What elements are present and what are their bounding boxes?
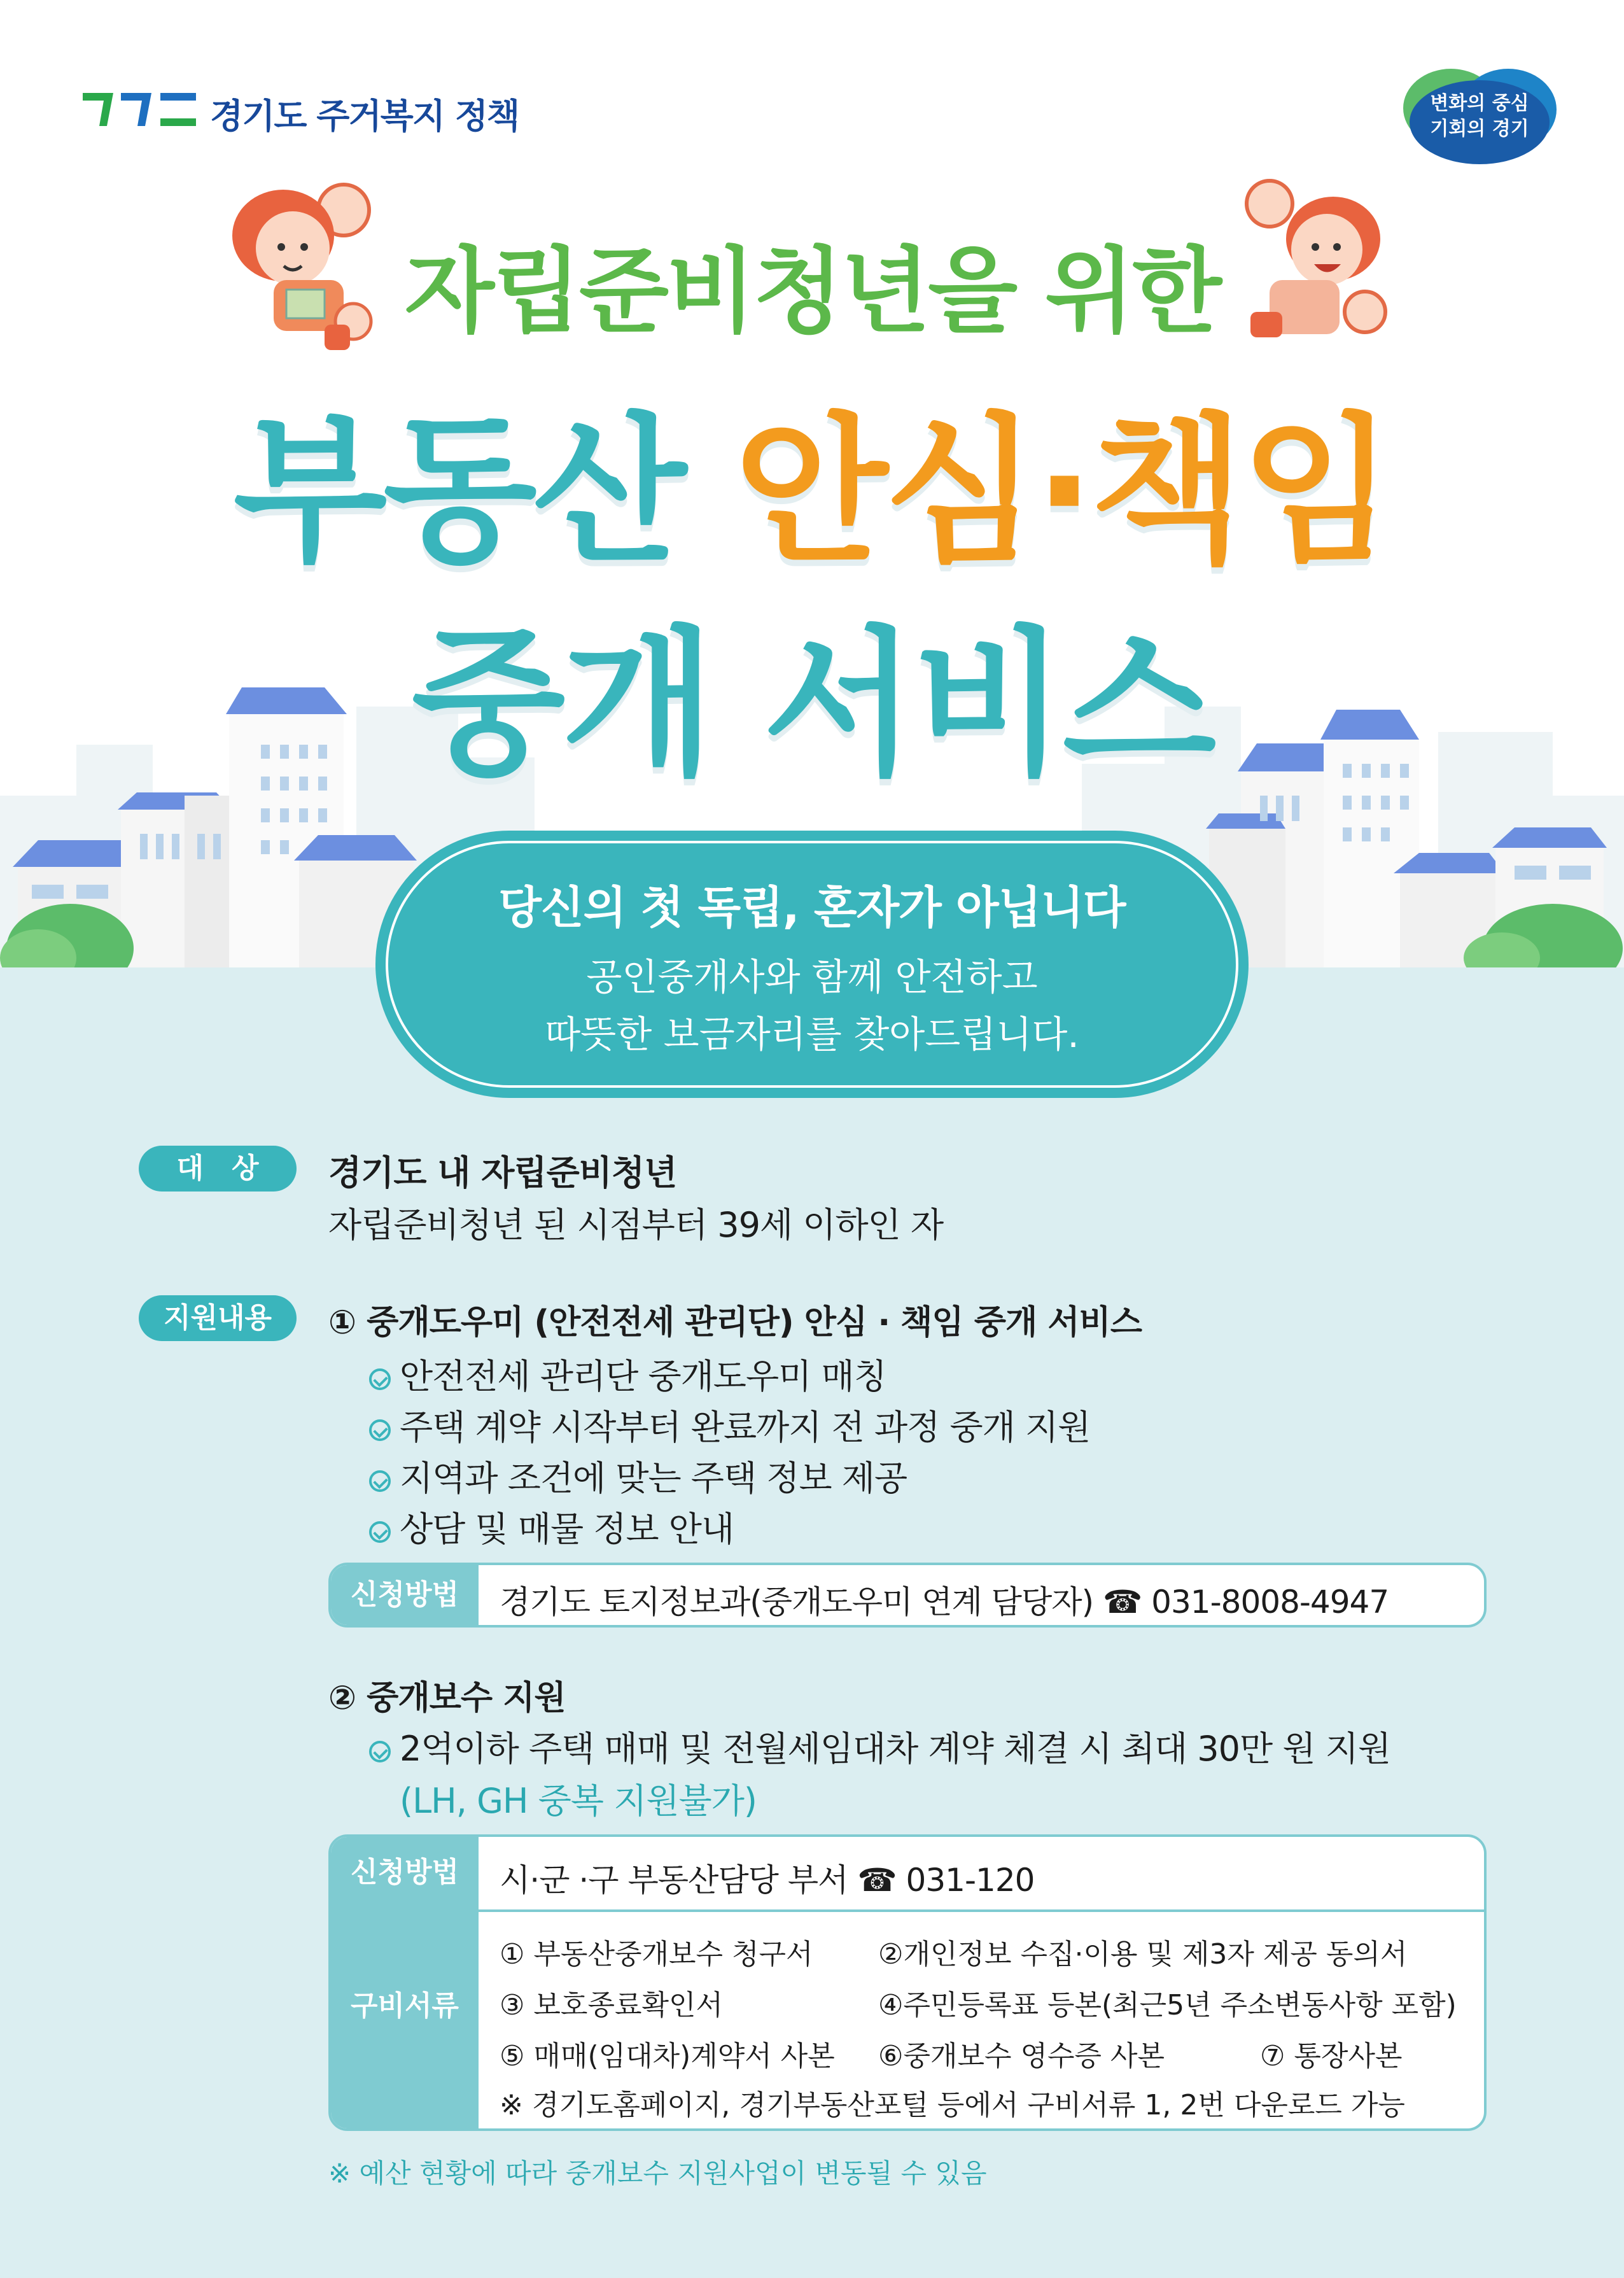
pill-heading: 당신의 첫 독립, 혼자가 아닙니다 [498,882,1126,934]
doc-item: ⑥중개보수 영수증 사본 [878,2040,1165,2072]
support1-item: 상담 및 매물 정보 안내 [369,1502,734,1551]
apply-box-1 [328,1563,1487,1628]
support1-title: ① 중개도우미 (안전전세 관리단) 안심 · 책임 중개 서비스 [328,1304,1142,1342]
check-icon [369,1368,391,1390]
org-name: 경기도 주거복지 정책 [210,96,519,136]
support1-item: 주택 계약 시작부터 완료까지 전 과정 중개 지원 [369,1400,1090,1449]
apply-2-text: 시·군 ·구 부동산담당 부서 ☎ 031-120 [500,1862,1035,1899]
apply-box-2 [328,1834,1487,2131]
main-title-line1 [0,363,1624,592]
doc-item: ① 부동산중개보수 청구서 [500,1938,813,1971]
check-icon [369,1741,391,1762]
apply-1-text: 경기도 토지정보과(중개도우미 연계 담당자) ☎ 031-8008-4947 [500,1584,1389,1621]
support2-title: ② 중개보수 지원 [328,1679,566,1717]
apply-label: 신청방법 [331,1837,479,1913]
badge-line1: 변화의 중심 [1430,92,1529,115]
main-title-part2: 안심·책임 [734,398,1391,584]
pill-line2: 따뜻한 보금자리를 찾아드립니다. [545,1013,1079,1056]
docs-note: ※ 경기도홈페이지, 경기부동산포털 등에서 구비서류 1, 2번 다운로드 가능 [500,2089,1405,2121]
doc-item: ④주민등록표 등본(최근5년 주소변동사항 포함) [878,1989,1457,2021]
gyeonggi-logo-icon [83,90,197,129]
support-label: 지원내용 [139,1295,297,1341]
doc-item: ②개인정보 수집·이용 및 제3자 제공 동의서 [878,1938,1408,1971]
target-line1: 경기도 내 자립준비청년 [328,1153,677,1193]
check-icon [369,1419,391,1441]
apply-label: 신청방법 [331,1565,479,1625]
support2-note: (LH, GH 중복 지원불가) [400,1781,757,1821]
support2-item: 2억이하 주택 매매 및 전월세임대차 계약 체결 시 최대 30만 원 지원 [369,1722,1390,1771]
pill-line1: 공인중개사와 함께 안전하고 [586,955,1038,999]
badge-line2: 기회의 경기 [1430,118,1529,140]
support1-item: 안전전세 관리단 중개도우미 매칭 [369,1349,886,1398]
target-label: 대 상 [139,1146,297,1192]
target-line2: 자립준비청년 된 시점부터 39세 이하인 자 [328,1205,944,1245]
doc-item: ③ 보호종료확인서 [500,1989,723,2021]
doc-item: ⑦ 통장사본 [1260,2040,1403,2072]
main-title-line2: 중개 서비스 [411,612,1213,797]
slogan-badge [1400,64,1559,165]
support1-item: 지역과 조건에 맞는 주택 정보 제공 [369,1451,907,1500]
docs-label: 구비서류 [331,1911,479,2131]
sub-title: 자립준비청년을 위한 [404,237,1220,346]
footnote: ※ 예산 현황에 따라 중개보수 지원사업이 변동될 수 있음 [328,2158,987,2189]
doc-item: ⑤ 매매(임대차)계약서 사본 [500,2040,835,2072]
check-icon [369,1521,391,1543]
check-icon [369,1470,391,1492]
main-title-part1: 부동산 [233,398,735,584]
